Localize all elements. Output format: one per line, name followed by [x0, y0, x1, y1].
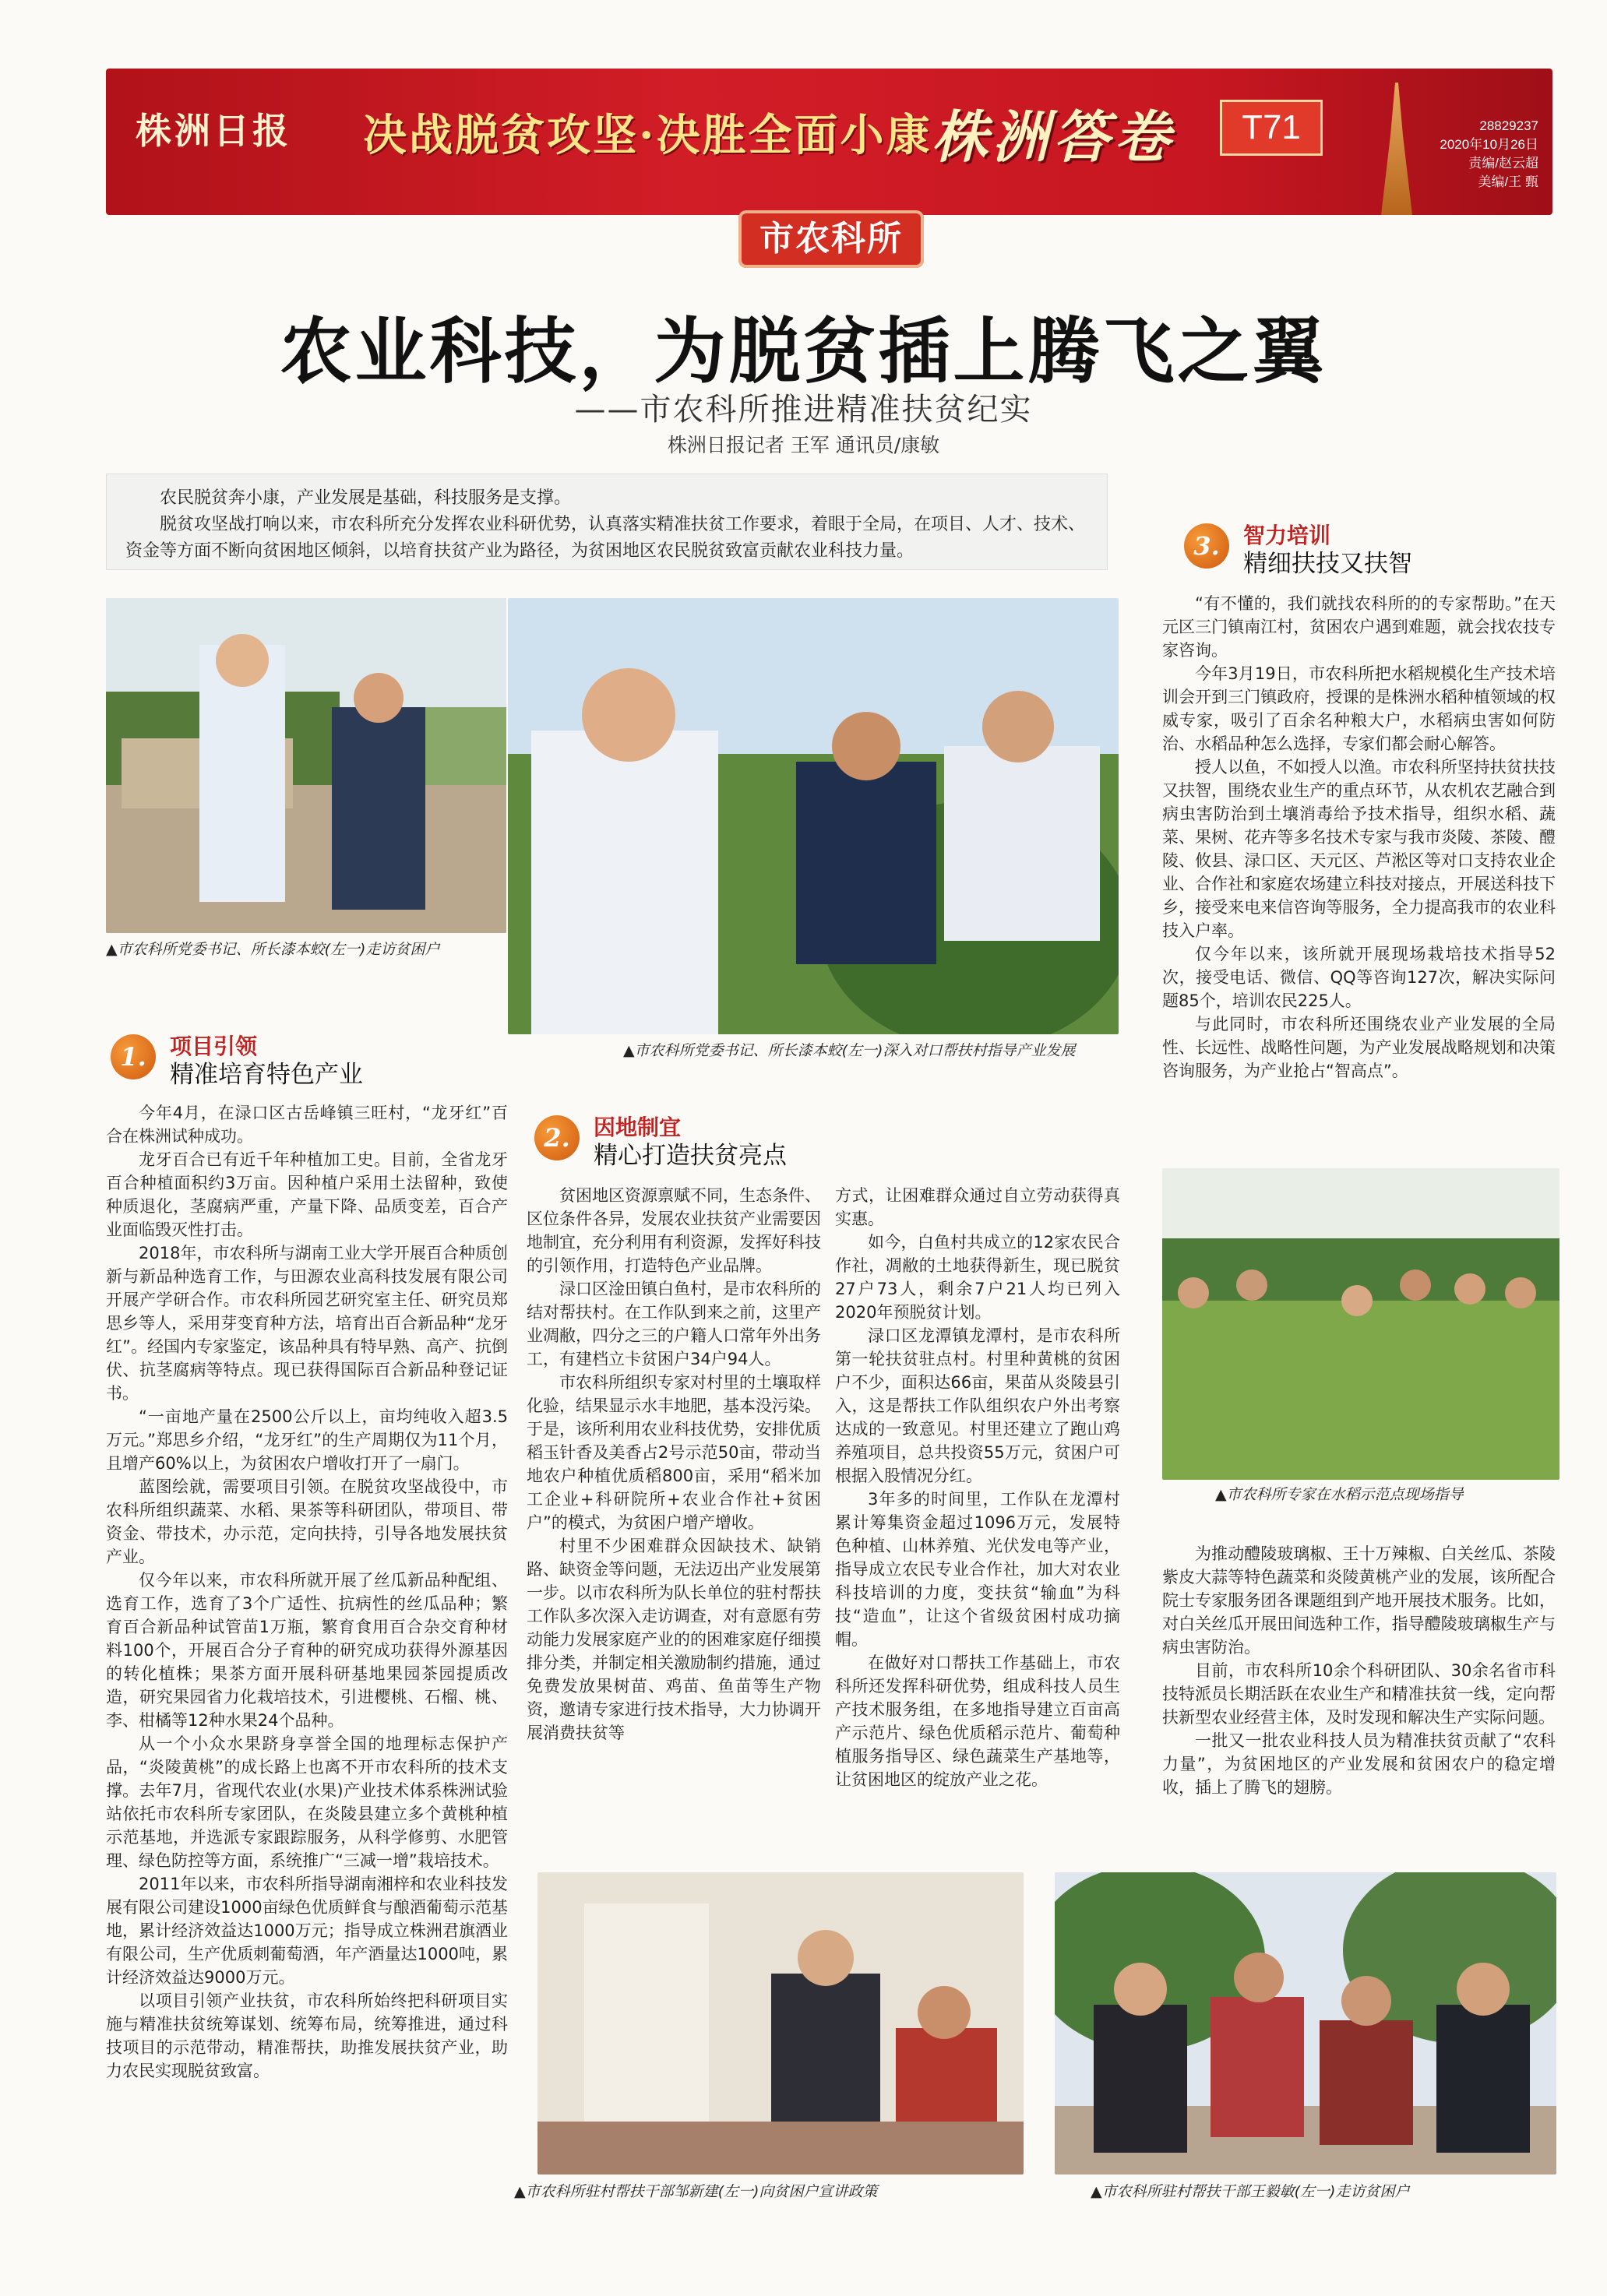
paragraph: 如今，白鱼村共成立的12家农民合作社，凋敝的土地获得新生，现已脱贫27户73人，剩余7户21人均已列入2020年预脱贫计划。: [835, 1233, 1120, 1322]
phone-number: 28829237: [1479, 118, 1538, 133]
paragraph: 村里不少困难群众因缺技术、缺销路、缺资金等问题，无法迈出产业发展第一步。以市农科所为队长单位的驻村帮扶工作队多次深入走访调查，对有意愿有劳动能力发展家庭产业的的困难家庭仔细摸排分类，并制定相关激励制约措施，通过免费发放果树苗、鸡苗、鱼苗等生产物资，邀请专家进行技术指导，大力协调开展消费扶贫等: [527, 1537, 821, 1742]
section-subtitle: 精心打造扶贫亮点: [594, 1142, 787, 1170]
section-header-2: [534, 1115, 846, 1170]
paragraph: “有不懂的，我们就找农科所的的专家帮助。”在天元区三门镇南江村，贫困农户遇到难题，就会找农技专家咨询。: [1162, 594, 1556, 660]
column-4-top: [1162, 592, 1556, 1083]
photo-caption: ▲市农科所党委书记、所长漆本蛟(左一)走访贫困户: [106, 941, 440, 958]
photo-home-visit: [1055, 1872, 1556, 2175]
paragraph: 授人以鱼，不如授人以渔。市农科所坚持扶贫扶技又扶智，围绕农业生产的重点环节，从农机农艺融合到病虫害防治到土壤消毒给予技术指导，组织水稻、蔬菜、果树、花卉等多名技术专家与我市炎陵、茶陵、醴陵、攸县、渌口区、天元区、芦淞区等对口支持农业企业、合作社和家庭农场建立科技对接点，开展送科技下乡，接受来电来信咨询等服务，全力提高我市的农业科技入户率。: [1162, 758, 1556, 940]
paragraph: 与此同时，市农科所还围绕农业产业发展的全局性、长远性、战略性问题，为产业发展战略规划和决策咨询服务，为产业抢占“智高点”。: [1162, 1015, 1556, 1080]
paragraph: 2011年以来，市农科所指导湖南湘梓和农业科技发展有限公司建设1000亩绿色优质鲜食与酿酒葡萄示范基地，累计经济效益达1000万元；指导成立株洲君旗酒业有限公司，生产优质刺葡萄酒，年产酒量达1000吨，累计经济效益达9000万元。: [106, 1875, 508, 1987]
paragraph: “一亩地产量在2500公斤以上，亩均纯收入超3.5万元。”郑思乡介绍，“龙牙红”的生产周期仅为11个月，且增产60%以上，为贫困农户增收打开了一扇门。: [106, 1407, 508, 1473]
paragraph: 从一个小众水果跻身享誉全国的地理标志保护产品，“炎陵黄桃”的成长路上也离不开市农科所的技术支撑。去年7月，省现代农业(水果)产业技术体系株洲试验站依托市农科所专家团队，在炎陵县建立多个黄桃种植示范基地，并选派专家跟踪服务，从科学修剪、水肥管理、绿色防控等方面，系统推广“三减一增”栽培技术。: [106, 1734, 508, 1870]
paragraph: 今年4月，在渌口区古岳峰镇三旺村，“龙牙红”百合在株洲试种成功。: [106, 1104, 508, 1146]
column-2: [527, 1184, 821, 1745]
paragraph: 为推动醴陵玻璃椒、王十万辣椒、白关丝瓜、茶陵紫皮大蒜等特色蔬菜和炎陵黄桃产业的发展，该所配合院士专家服务团各课题组到产地开展技术服务。比如，对白关丝瓜开展田间选种工作，指导醴陵玻璃椒生产与病虫害防治。: [1162, 1544, 1556, 1657]
paragraph: 以项目引领产业扶贫，市农科所始终把科研项目实施与精准扶贫统筹谋划、统筹布局，统筹推进，通过科技项目的示范带动，精准帮扶，助推发展扶贫产业，助力农民实现脱贫致富。: [106, 1991, 508, 2080]
lead-paragraph: 农民脱贫奔小康，产业发展是基础，科技服务是支撑。: [160, 488, 572, 508]
photo-orchard-guidance: [508, 598, 1119, 1034]
paragraph: 渌口区龙潭镇龙潭村，是市农科所第一轮扶贫驻点村。村里种黄桃的贫困户不少，面积达66亩，果苗从炎陵县引入，这是帮扶工作队组织农户外出考察达成的一致意见。村里还建立了跑山鸡养殖项目，总共投资55万元，贫困户可根据入股情况分红。: [835, 1326, 1120, 1485]
section-subtitle: 精细扶技又扶智: [1243, 550, 1412, 578]
banner-series-title: 株洲答卷: [932, 104, 1175, 170]
section-tag: 市农科所: [738, 210, 924, 268]
section-keyword: 因地制宜: [594, 1115, 682, 1140]
issue-date: 2020年10月26日: [1440, 137, 1538, 152]
byline: 株洲日报记者 王军 通讯员/康敏: [667, 434, 940, 456]
lead-box: [106, 474, 1108, 570]
paragraph: 一批又一批农业科技人员为精准扶贫贡献了“农科力量”，为贫困地区的产业发展和贫困农户的稳定增收，插上了腾飞的翅膀。: [1162, 1731, 1556, 1797]
paragraph: 方式，让困难群众通过自立劳动获得真实惠。: [835, 1186, 1120, 1228]
paragraph: 贫困地区资源禀赋不同，生态条件、区位条件各异，发展农业扶贫产业需要因地制宜，充分利用有利资源，发挥好科技的引领作用，打造特色产业品牌。: [527, 1186, 821, 1275]
paragraph: 市农科所组织专家对村里的土壤取样化验，结果显示水丰地肥，基本没污染。于是，该所利用农业科技优势，安排优质稻玉针香及美香占2号示范50亩，带动当地农户种植优质稻800亩，采用“稻米加工企业+科研院所+农业合作社+贫困户”的模式，为贫困户增产增收。: [527, 1373, 821, 1532]
section-keyword: 智力培训: [1243, 523, 1331, 548]
paragraph: 蓝图绘就，需要项目引领。在脱贫攻坚战役中，市农科所组织蔬菜、水稻、果茶等科研团队，带项目、带资金、带技术，办示范，定向扶持，引导各地发展扶贫产业。: [106, 1477, 508, 1566]
designer-credit: 美编/王 甄: [1478, 174, 1538, 189]
lead-paragraph: 脱贫攻坚战打响以来，市农科所充分发挥农业科研优势，认真落实精准扶贫工作要求，着眼于全局，在项目、人才、技术、资金等方面不断向贫困地区倾斜，以培育扶贫产业为路径，为贫困地区农民脱贫致富贡献农业科技力量。: [125, 515, 1086, 561]
paragraph: 今年3月19日，市农科所把水稻规模化生产技术培训会开到三门镇政府，授课的是株洲水稻种植领域的权威专家，吸引了百余名种粮大户，水稻病虫害如何防治、水稻品种怎么选择，专家们都会耐心解答。: [1162, 664, 1556, 753]
photo-policy-talk: [537, 1872, 1024, 2175]
paragraph: 在做好对口帮扶工作基础上，市农科所还发挥科研优势，组成科技人员生产技术服务组，在多地指导建立百亩高产示范片、绿色优质稻示范片、葡萄种植服务指导区、绿色蔬菜生产基地等，让贫困地区的绽放产业之花。: [835, 1653, 1120, 1789]
paragraph: 3年多的时间里，工作队在龙潭村累计筹集资金超过1096万元，发展特色种植、山林养殖、光伏发电等产业，指导成立农民专业合作社，加大对农业科技培训的力度，变扶贫“输血”为科技“造血”，让这个省级贫困村成功摘帽。: [835, 1490, 1120, 1649]
section-number-icon: 3.: [1184, 523, 1229, 569]
banner-slogan: 决战脱贫攻坚·决胜全面小康: [363, 110, 932, 161]
section-keyword: 项目引领: [170, 1034, 258, 1059]
headline: 农业科技，为脱贫插上腾飞之翼: [280, 310, 1327, 393]
tower-illustration: [1381, 83, 1412, 215]
paragraph: 仅今年以来，市农科所就开展了丝瓜新品种配组、选育工作，选育了3个广适性、抗病性的丝瓜品种；繁育百合新品种试管苗1万瓶，繁育食用百合杂交育种材料100个，开展百合分子育种的研究成功获得外源基因的转化植株；果茶方面开展科研基地果园茶园提质改造，研究果园省力化栽培技术，引进樱桃、石榴、桃、李、柑橘等12种水果24个品种。: [106, 1571, 508, 1730]
photo-rice-field: [1162, 1168, 1559, 1480]
section-header-3: [1184, 523, 1511, 578]
editor-credit: 责编/赵云超: [1468, 156, 1538, 171]
paragraph: 目前，市农科所10余个科研团队、30余名省市科技特派员长期活跃在农业生产和精准扶贫一线，定向帮扶新型农业经营主体，及时发现和解决生产实际问题。: [1162, 1661, 1556, 1727]
page-number-badge: T71: [1220, 100, 1323, 156]
column-3: [835, 1184, 1120, 1791]
subheadline: ——市农科所推进精准扶贫纪实: [574, 392, 1033, 428]
paragraph: 仅今年以来，该所就开展现场栽培技术指导52次，接受电话、微信、QQ等咨询127次，解决实际问题85个，培训农民225人。: [1162, 945, 1556, 1010]
photo-caption: ▲市农科所驻村帮扶干部邹新建(左一)向贫困户宣讲政策: [514, 2183, 878, 2200]
section-header-1: [111, 1034, 422, 1089]
paragraph: 渌口区淦田镇白鱼村，是市农科所的结对帮扶村。在工作队到来之前，这里产业凋敝，四分之三的户籍人口常年外出务工，有建档立卡贫困户34户94人。: [527, 1280, 821, 1368]
section-subtitle: 精准培育特色产业: [170, 1061, 363, 1089]
section-number-icon: 2.: [534, 1115, 580, 1160]
paragraph: 2018年，市农科所与湖南工业大学开展百合种质创新与新品种选育工作，与田源农业高科技发展有限公司开展产学研合作。市农科所园艺研究室主任、研究员郑思乡等人，采用芽变育种方法，培育出百合新品种“龙牙红”。经国内专家鉴定，该品种具有特早熟、高产、抗倒伏、抗茎腐病等特点。现已获得国际百合新品种登记证书。: [106, 1244, 508, 1403]
photo-handshake: [106, 598, 506, 933]
section-number-icon: 1.: [111, 1034, 156, 1079]
banner-meta: [1440, 117, 1538, 192]
photo-caption: ▲市农科所驻村帮扶干部王毅敏(左一)走访贫困户: [1091, 2183, 1410, 2200]
paper-logo: 株洲日报: [136, 110, 291, 152]
column-1: [106, 1101, 508, 2083]
paragraph: 龙牙百合已有近千年种植加工史。目前，全省龙牙百合种植面积约3万亩。因种植户采用土法留种，致使种质退化，茎腐病严重，产量下降、品质变差，百合产业面临毁灭性打击。: [106, 1150, 508, 1239]
masthead-banner: [106, 69, 1552, 215]
column-4-bottom: [1162, 1542, 1556, 1799]
photo-caption: ▲市农科所专家在水稻示范点现场指导: [1215, 1486, 1464, 1503]
photo-caption: ▲市农科所党委书记、所长漆本蛟(左一)深入对口帮扶村指导产业发展: [623, 1042, 1076, 1059]
